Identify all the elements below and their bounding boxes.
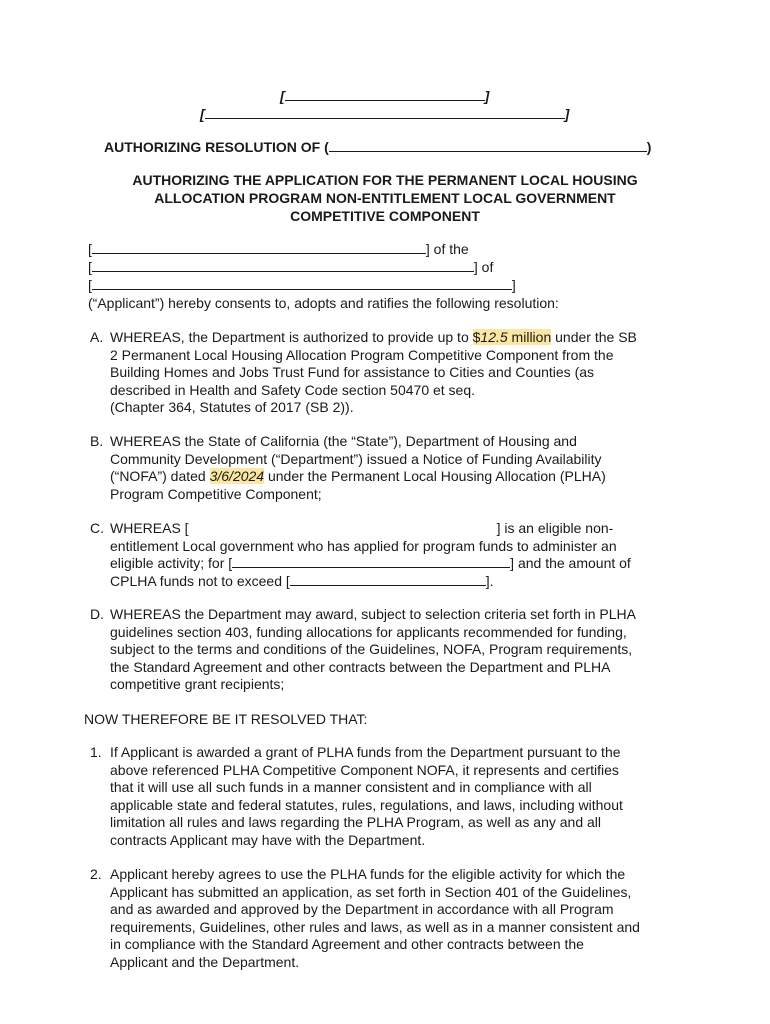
list-marker: 2. (90, 866, 102, 882)
list-marker: D. (90, 606, 104, 622)
applicant-line-3: [ ] (88, 277, 516, 293)
activity-blank[interactable] (232, 555, 510, 568)
applicant-consent-text: (“Applicant”) hereby consents to, adopts and ratifies the following resolution: (88, 295, 559, 311)
applicant-blank-3[interactable] (92, 277, 512, 290)
list-marker: A. (90, 329, 104, 345)
applicant-blank-1[interactable] (92, 241, 426, 254)
highlighted-date: 3/6/2024 (209, 468, 265, 485)
applicant-line-2: [ ] of (88, 259, 494, 275)
highlighted-amount: $12.5 million (472, 329, 552, 345)
list-marker: B. (90, 433, 104, 449)
applicant-blank-2[interactable] (92, 259, 474, 272)
resolved-heading: NOW THEREFORE BE IT RESOLVED THAT: (84, 711, 368, 727)
subtitle-line-3: COMPETITIVE COMPONENT (290, 208, 480, 224)
list-marker: C. (90, 520, 104, 536)
authorizing-resolution-title: AUTHORIZING RESOLUTION OF ( ) (104, 139, 652, 155)
header-blank-1[interactable] (285, 88, 485, 101)
header-bracket-line-1: [ ] (280, 88, 490, 104)
list-marker: 1. (90, 744, 102, 760)
subtitle-line-2: ALLOCATION PROGRAM NON-ENTITLEMENT LOCAL GOVERNMENT (154, 190, 616, 206)
resolution-of-blank[interactable] (329, 139, 647, 152)
header-bracket-line-2: [ ] (200, 106, 570, 122)
header-blank-2[interactable] (205, 106, 565, 119)
document-page: [ ] [ ] AUTHORIZING RESOLUTION OF ( ) AUTHORIZING THE APPLICATION FOR THE PERMANENT LOCAL HOUSING ALLOCATION PROGRAM NON-ENTITLEMENT LOCAL GOVERNMENT COMPETITIVE COMPONENT [ ] of the [ ] of [ ] (“Applicant”) hereby consents to, adopts and ratifies the following resolution: A. WHEREAS, the Department is authorized to provide up to $12.5 million under the SB 2 Permanent Local Housing Allocation Program Competitive Component from the Building Homes and Jobs Trust Fund for assistance to Cities and Counties (as described in Health and Safety Code section 50470 et seq. (Chapter 364, Statutes of 2017 (SB 2)). B. WHEREAS the State of California (the “State”), Department of Housing and Community Development (“Department”) issued a Notice of Funding Availability (“NOFA”) dated 3/6/2024 under the Permanent Local Housing Allocation (PLHA) Program Competitive Component; C. WHEREAS [ ] is an eligible non- entitlement Local government who has applied for program funds to administer an eligible activity; for [ ] and the amount of CPLHA funds not to exceed [ ]. D. WHEREAS the Department may award, subject to selection criteria set forth in PLHA guidelines section 403, funding allocations for applicants recommended for funding, subject to the terms and conditions of the Guidelines, NOFA, Program requirements, the Standard Agreement and other contracts between the Department and PLHA competitive grant recipients; NOW THEREFORE BE IT RESOLVED THAT: 1. If Applicant is awarded a grant of PLHA funds from the Department pursuant to the above referenced PLHA Competitive Component NOFA, it represents and certifies that it will use all such funds in a manner consistent and in compliance with all applicable state and federal statutes, rules, regulations, and laws, including without limitation all rules and laws regarding the PLHA Program, as well as any and all contracts Applicant may have with the Department. 2. Applicant hereby agrees to use the PLHA funds for the eligible activity for which the Applicant has submitted an application, as set forth in Section 401 of the Guidelines, and as awarded and approved by the Department in accordance with all Program requirements, Guidelines, other rules and laws, as well as in a manner consistent and in compliance with the Standard Agreement and other contracts between the Applicant and the Department. (0, 0, 770, 1024)
subtitle-line-1: AUTHORIZING THE APPLICATION FOR THE PERMANENT LOCAL HOUSING (132, 172, 638, 188)
applicant-line-1: [ ] of the (88, 241, 469, 257)
amount-blank[interactable] (290, 573, 486, 586)
